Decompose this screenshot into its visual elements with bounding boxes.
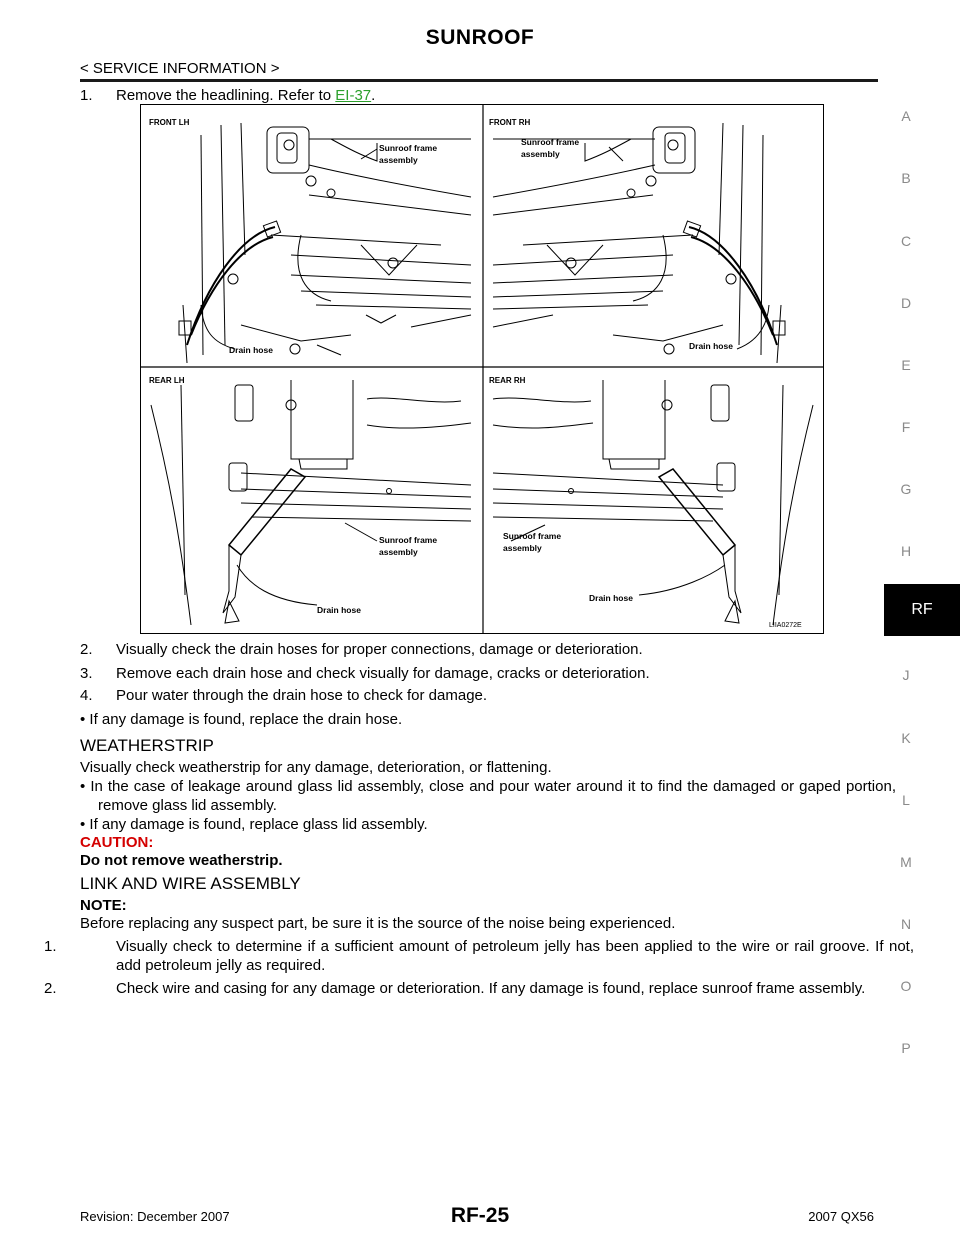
side-index-letter[interactable]: H: [900, 543, 912, 559]
drain-hose-figure: [140, 104, 824, 634]
caution-text: Do not remove weatherstrip.: [80, 852, 283, 869]
link-wire-step-1: [44, 937, 914, 975]
note-text: Before replacing any suspect part, be sure it is the source of the noise being experienced.: [80, 915, 676, 932]
side-index-letter[interactable]: M: [900, 854, 912, 870]
step-number: 4.: [80, 687, 93, 704]
front-rh-drawing: [493, 123, 785, 363]
side-index-letter[interactable]: C: [900, 233, 912, 249]
rear-lh-label: REAR LH: [149, 376, 185, 385]
step-2: [80, 640, 878, 659]
step-number: 2.: [80, 641, 93, 658]
side-index-letter[interactable]: D: [900, 295, 912, 311]
step-text: Pour water through the drain hose to check for damage.: [116, 687, 488, 704]
step-number: 2.: [44, 980, 57, 997]
drain-bullet: • If any damage is found, replace the drain hose.: [80, 711, 403, 728]
weatherstrip-bullet-2: • If any damage is found, replace glass lid assembly.: [80, 816, 428, 833]
step-3: [80, 664, 878, 683]
side-index-letter[interactable]: K: [901, 730, 911, 746]
step-1: [80, 86, 878, 105]
side-index: [884, 0, 960, 1242]
step-4: [80, 686, 878, 705]
rear-lh-frame-callout-1: Sunroof frame: [379, 535, 438, 545]
reference-link[interactable]: EI-37: [335, 87, 372, 104]
side-index-letter[interactable]: L: [902, 792, 910, 808]
rear-rh-drain-callout: Drain hose: [589, 593, 633, 603]
step-number: 1.: [80, 87, 93, 104]
page-title: SUNROOF: [425, 26, 535, 49]
side-index-active-tab[interactable]: RF: [884, 584, 960, 636]
side-index-letter[interactable]: P: [901, 1040, 911, 1056]
rear-rh-label: REAR RH: [489, 376, 526, 385]
figure-id: LIIA0272E: [769, 622, 802, 629]
side-index-letter[interactable]: E: [901, 357, 911, 373]
weatherstrip-intro: Visually check weatherstrip for any damage, deterioration, or flattening.: [80, 759, 552, 776]
front-rh-label: FRONT RH: [489, 118, 531, 127]
side-index-letter[interactable]: A: [901, 108, 911, 124]
step-text: Remove the headlining. Refer to: [116, 87, 336, 104]
front-lh-drain-callout: Drain hose: [229, 345, 273, 355]
front-lh-drawing: [179, 123, 471, 363]
side-index-letter[interactable]: N: [900, 916, 912, 932]
side-index-letter[interactable]: O: [900, 978, 912, 994]
front-rh-frame-callout-1: Sunroof frame: [521, 137, 580, 147]
front-rh-drain-callout: Drain hose: [689, 341, 733, 351]
note-label: NOTE:: [80, 897, 127, 914]
front-lh-label: FRONT LH: [149, 118, 190, 127]
rear-rh-drawing: [493, 380, 813, 625]
step-number: 1.: [44, 938, 57, 955]
side-index-letter[interactable]: J: [902, 667, 910, 683]
front-lh-frame-callout-1: Sunroof frame: [379, 143, 438, 153]
rear-lh-frame-callout-2: assembly: [379, 547, 418, 557]
header-rule: [80, 79, 878, 82]
footer-revision: Revision: December 2007: [80, 1209, 230, 1224]
front-lh-frame-callout-2: assembly: [379, 155, 418, 165]
footer-model: 2007 QX56: [808, 1209, 874, 1224]
rear-rh-frame-callout-1: Sunroof frame: [503, 531, 562, 541]
step-text-end: .: [371, 87, 376, 104]
weatherstrip-bullet-1: • In the case of leakage around glass lid assembly, close and pour water around it to find the damaged or gaped portion, remove glass lid assembly.: [80, 778, 896, 814]
link-wire-step-2: [44, 979, 914, 998]
step-text: Visually check the drain hoses for proper connections, damage or deterioration.: [116, 641, 643, 658]
rear-lh-drawing: [151, 380, 471, 625]
rear-rh-frame-callout-2: assembly: [503, 543, 542, 553]
side-index-letter[interactable]: B: [901, 170, 911, 186]
side-index-letter[interactable]: F: [901, 419, 911, 435]
step-text: Check wire and casing for any damage or deterioration. If any damage is found, replace sunroof frame assembly.: [116, 980, 866, 997]
section-subheader: < SERVICE INFORMATION >: [80, 60, 280, 77]
front-rh-frame-callout-2: assembly: [521, 149, 560, 159]
step-number: 3.: [80, 665, 93, 682]
step-text: Remove each drain hose and check visually for damage, cracks or deterioration.: [116, 665, 650, 682]
caution-label: CAUTION:: [80, 834, 154, 851]
footer-page-number: RF-25: [450, 1204, 510, 1227]
rear-lh-drain-callout: Drain hose: [317, 605, 361, 615]
weatherstrip-heading: WEATHERSTRIP: [80, 736, 214, 755]
side-index-letter[interactable]: G: [900, 481, 912, 497]
step-text: Visually check to determine if a sufficient amount of petroleum jelly has been applied to the wire or rail groove. If not, add petroleum jelly as required.: [116, 938, 914, 974]
link-wire-heading: LINK AND WIRE ASSEMBLY: [80, 874, 301, 893]
